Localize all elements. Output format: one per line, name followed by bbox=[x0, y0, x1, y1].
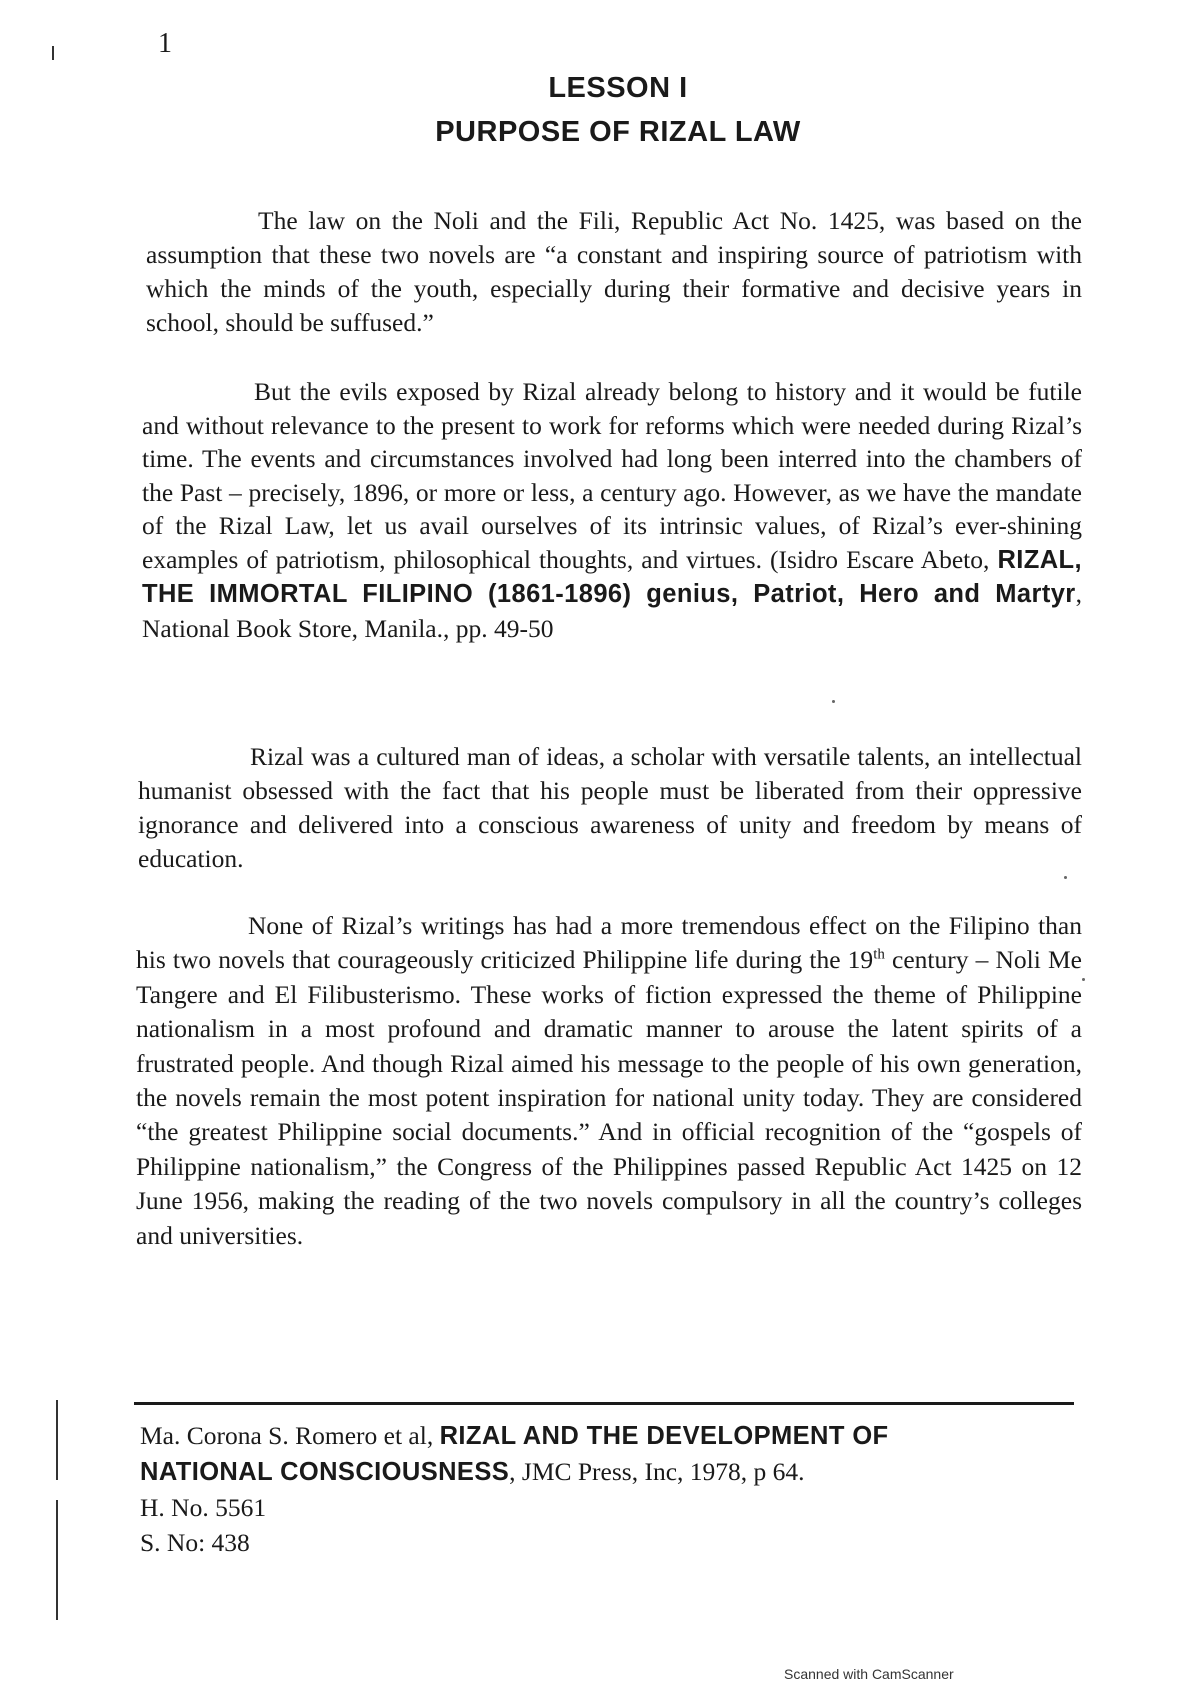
scan-speck bbox=[832, 700, 835, 703]
page-number: 1 bbox=[158, 28, 172, 59]
footnote-title-1: RIZAL AND THE DEVELOPMENT OF bbox=[439, 1422, 889, 1450]
ordinal-superscript: th bbox=[873, 946, 885, 963]
paragraph-2-text: But the evils exposed by Rizal already belong to history and it would be futile and without relevance to the present to work for reforms which were needed during Rizal’s time. The events and circumstances involved had long been interred into the chambers of the Past – precisely, 1896, or more or less, a century ago. However, as we have the mandate of the Rizal Law, let us avail ourselves of its intrinsic values, of Rizal’s ever-shining examples of patriotism, philosophical thoughts, and virtues. (Isidro Escare Abeto, bbox=[142, 377, 1082, 574]
lesson-number: LESSON I bbox=[548, 72, 688, 104]
book-citation: , National Book Store, Manila., pp. 49-50 bbox=[142, 579, 1082, 643]
scan-margin-mark bbox=[56, 1400, 58, 1480]
scan-margin-mark bbox=[56, 1500, 58, 1620]
paragraph-2 bbox=[142, 375, 1082, 645]
footnote-line-2 bbox=[140, 1454, 1090, 1490]
footnote-author: Ma. Corona S. Romero et al, bbox=[140, 1421, 440, 1450]
book-title-rizal-immortal-filipino: RIZAL, THE IMMORTAL FILIPINO (1861-1896) genius, Patriot, Hero and Martyr bbox=[142, 545, 1082, 608]
lesson-heading bbox=[0, 66, 1200, 154]
scan-speck bbox=[1064, 876, 1067, 879]
footnote-title-2: NATIONAL CONSCIOUSNESS bbox=[140, 1458, 510, 1486]
house-bill-number: H. No. 5561 bbox=[140, 1493, 267, 1522]
footnote-publisher: , JMC Press, Inc, 1978, p 64. bbox=[509, 1457, 805, 1486]
scan-margin-mark bbox=[52, 46, 54, 60]
paragraph-4 bbox=[136, 909, 1082, 1253]
paragraph-1: The law on the Noli and the Fili, Republic Act No. 1425, was based on the assumption that these two novels are “a constant and inspiring source of patriotism with which the minds of the youth, especially during their formative and decisive years in school, should be suffused.” bbox=[146, 206, 1082, 337]
paragraph-3: Rizal was a cultured man of ideas, a scholar with versatile talents, an intellectual humanist obsessed with the fact that his people must be liberated from their oppressive ignorance and delivered into a conscious awareness of unity and freedom by means of education. bbox=[138, 742, 1082, 873]
paragraph-4-part-b: century – Noli Me Tangere and El Filibusterismo. These works of fiction expressed the theme of Philippine nationalism in a most profound and dramatic manner to arouse the latent spirits of a frustrated people. And though Rizal aimed his message to the people of his own generation, the novels remain the most potent inspiration for national unity today. They are considered “the greatest Philippine social documents.” And in official recognition of the “gospels of Philippine nationalism,” the Congress of the Philippines passed Republic Act 1425 on 12 June 1956, making the reading of the two novels compulsory in all the country’s colleges and universities. bbox=[136, 945, 1082, 1250]
footnote bbox=[140, 1418, 1090, 1560]
footnote-divider bbox=[134, 1402, 1074, 1405]
senate-bill-number: S. No: 438 bbox=[140, 1528, 250, 1557]
footnote-line-1 bbox=[140, 1418, 1090, 1454]
paragraph-4-part-a: None of Rizal’s writings has had a more tremendous effect on the Filipino than his two novels that courageously criticized Philippine life during the 19 bbox=[136, 911, 1082, 975]
lesson-title: PURPOSE OF RIZAL LAW bbox=[435, 116, 801, 148]
scanner-watermark: Scanned with CamScanner bbox=[784, 1666, 954, 1682]
scan-speck bbox=[1082, 978, 1085, 981]
